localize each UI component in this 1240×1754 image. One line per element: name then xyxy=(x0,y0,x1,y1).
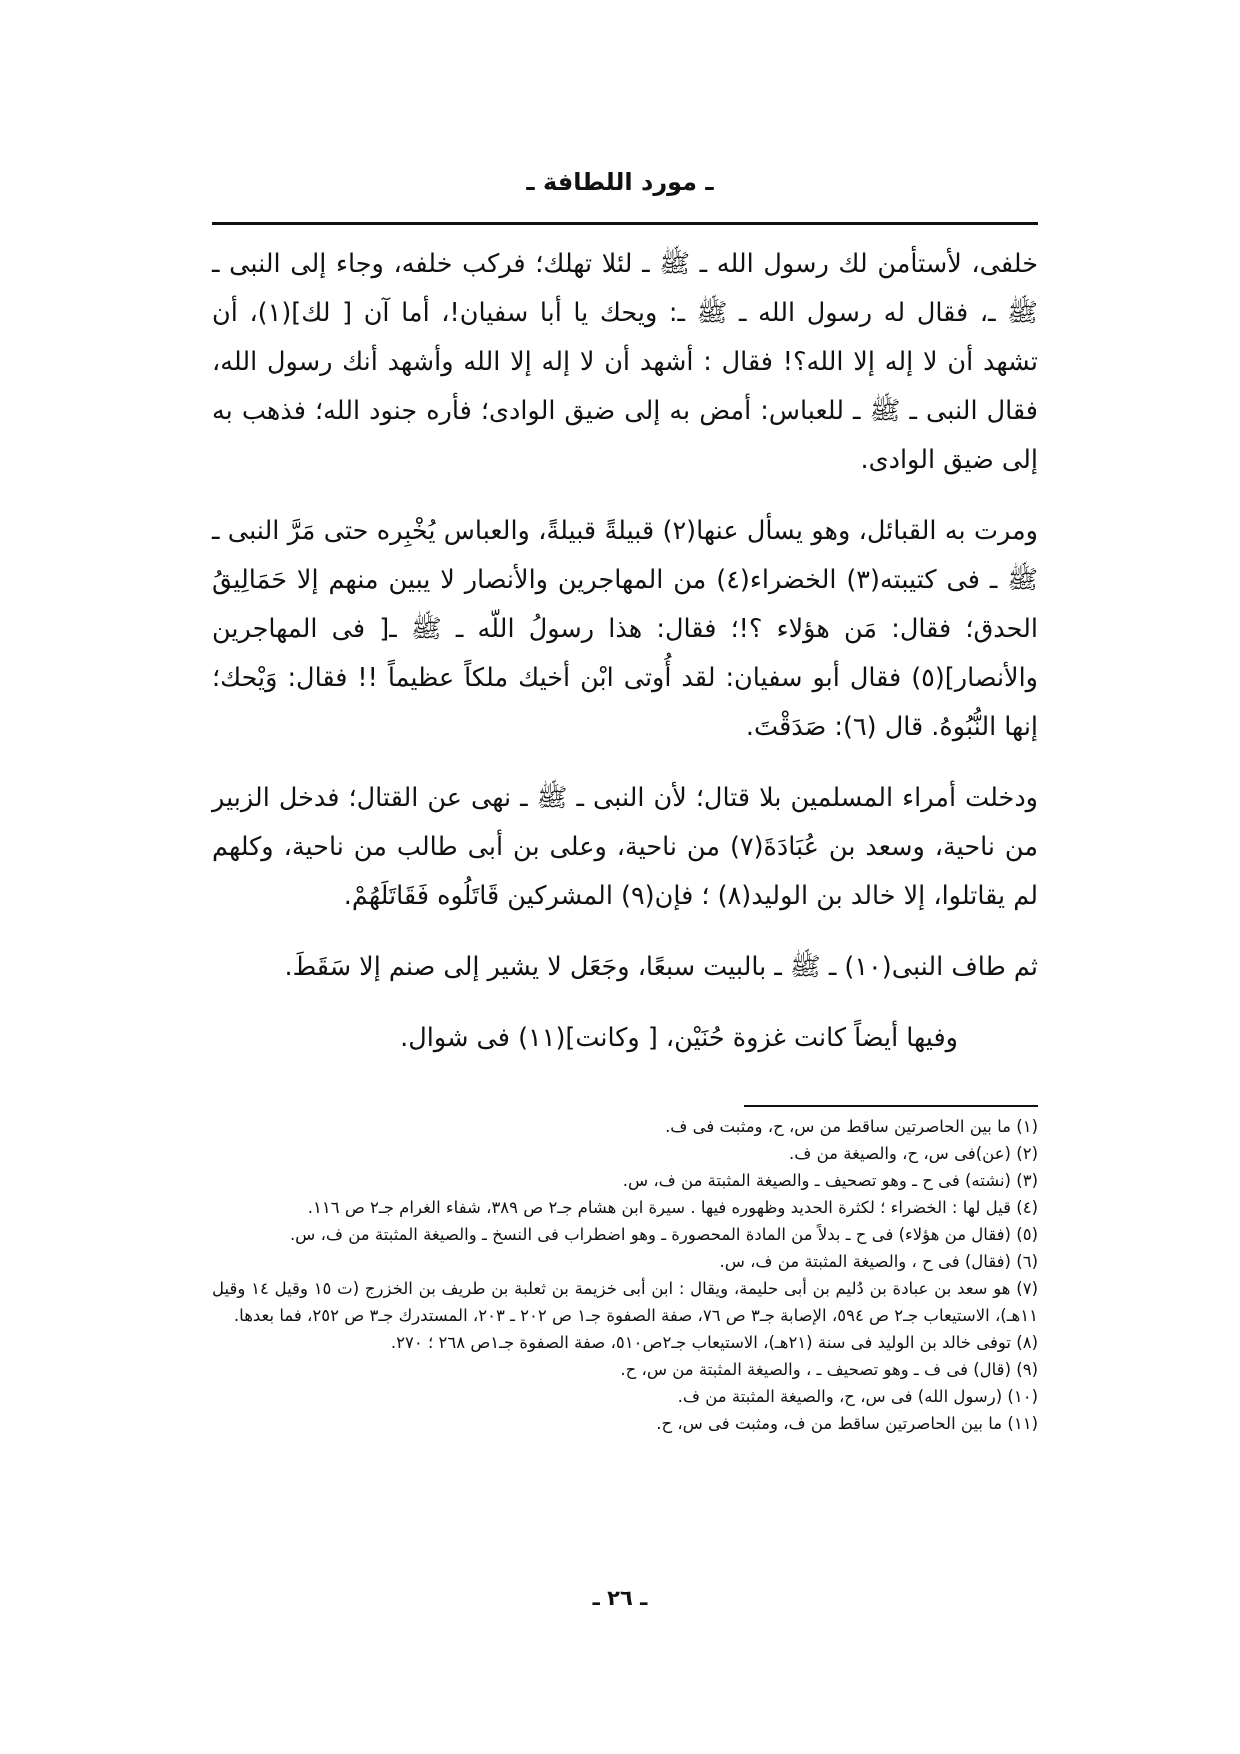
footnote-7: (٧) هو سعد بن عبادة بن دُليم بن أبى حليمة، ويقال : ابن أبى خزيمة بن ثعلبة بن طريف بن الخزرج (ت ١٥ وقيل ١٤ وقيل ١١هـ)، الاستيعاب جـ٢ ص ٥٩٤، الإصابة جـ٣ ص ٧٦، صفة الصفوة جـ١ ص ٢٠٢ ـ ٢٠٣، المستدرك جـ٣ ص ٢٥٢، فما بعدها. xyxy=(212,1279,1039,1325)
paragraph-5: وفيها أيضاً كانت غزوة حُنَيْن، [ وكانت](١١) فى شوال. xyxy=(400,1023,958,1053)
footnote-10: (١٠) (رسول الله) فى س، ح، والصيغة المثبتة من ف. xyxy=(677,1387,1038,1406)
footnote-1: (١) ما بين الحاصرتين ساقط من س، ح، ومثبت فى ف. xyxy=(665,1117,1038,1136)
paragraph-4: ثم طاف النبى(١٠) ـ ﷺ ـ بالبيت سبعًا، وجَعَل لا يشير إلى صنم إلا سَقَطَ. xyxy=(284,952,1038,982)
footnote-2: (٢) (عن)فى س، ح، والصيغة من ف. xyxy=(788,1144,1038,1163)
paragraph-1: خلفى، لأستأمن لك رسول الله ـ ﷺ ـ لئلا تهلك؛ فركب خلفه، وجاء إلى النبى ـ ﷺ ـ، فقال له رسول الله ـ ﷺ ـ: ويحك يا أبا سفيان!، أما آن [ لك](١)، أن تشهد أن لا إله إلا الله؟! فقال : أشهد أن لا إله إلا الله وأشهد أنك رسول الله، فقال النبى ـ ﷺ ـ للعباس: أمض به إلى ضيق الوادى؛ فأره جنود الله؛ فذهب به إلى ضيق الوادى. xyxy=(212,249,1038,475)
footnote-8: (٨) توفى خالد بن الوليد فى سنة (٢١هـ)، الاستيعاب جـ٢ص٥١٠، صفة الصفوة جـ١ص ٢٦٨ ؛ ٢٧٠. xyxy=(390,1333,1038,1352)
footnote-divider xyxy=(744,1105,1038,1107)
footnote-11: (١١) ما بين الحاصرتين ساقط من ف، ومثبت فى س، ح. xyxy=(656,1414,1038,1433)
main-text xyxy=(212,240,1038,1063)
header-divider xyxy=(212,222,1038,225)
footnote-3: (٣) (نشته) فى ح ـ وهو تصحيف ـ والصيغة المثبتة من ف، س. xyxy=(622,1171,1038,1190)
footnotes xyxy=(212,1113,1038,1437)
paragraph-2: ومرت به القبائل، وهو يسأل عنها(٢) قبيلةً قبيلةً، والعباس يُخْبِره حتى مَرَّ النبى ـ ﷺ ـ فى كتيبته(٣) الخضراء(٤) من المهاجرين والأنصار لا يبين منهم إلا حَمَالِيقُ الحدق؛ فقال: مَن هؤلاء ؟!؛ فقال: هذا رسولُ اللّه ـ ﷺ ـ[ فى المهاجرين والأنصار](٥) فقال أبو سفيان: لقد أُوتى ابْن أخيك ملكاً عظيماً !! فقال: وَيْحك؛ إنها النُّبُوهُ. قال (٦): صَدَقْتَ. xyxy=(212,516,1039,742)
footnote-5: (٥) (فقال من هؤلاء) فى ح ـ بدلاً من المادة المحصورة ـ وهو اضطراب فى النسخ ـ والصيغة المثبتة من ف، س. xyxy=(289,1225,1038,1244)
paragraph-3: ودخلت أمراء المسلمين بلا قتال؛ لأن النبى ـ ﷺ ـ نهى عن القتال؛ فدخل الزبير من ناحية، وسعد بن عُبَادَةَ(٧) من ناحية، وعلى بن أبى طالب من ناحية، وكلهم لم يقاتلوا، إلا خالد بن الوليد(٨) ؛ فإن(٩) المشركين قَاتَلُوه فَقَاتَلَهُمْ. xyxy=(212,783,1038,911)
footnote-4: (٤) قيل لها : الخضراء ؛ لكثرة الحديد وظهوره فيها . سيرة ابن هشام جـ٢ ص ٣٨٩، شفاء الغرام جـ٢ ص ١١٦. xyxy=(307,1198,1038,1217)
running-header: ـ مورد اللطافة ـ xyxy=(526,168,714,196)
footnote-9: (٩) (قال) فى ف ـ وهو تصحيف ـ ، والصيغة المثبتة من س، ح. xyxy=(620,1360,1038,1379)
page-number: ـ ٢٦ ـ xyxy=(592,1586,648,1610)
footnote-6: (٦) (فقال) فى ح ، والصيغة المثبتة من ف، س. xyxy=(719,1252,1038,1271)
